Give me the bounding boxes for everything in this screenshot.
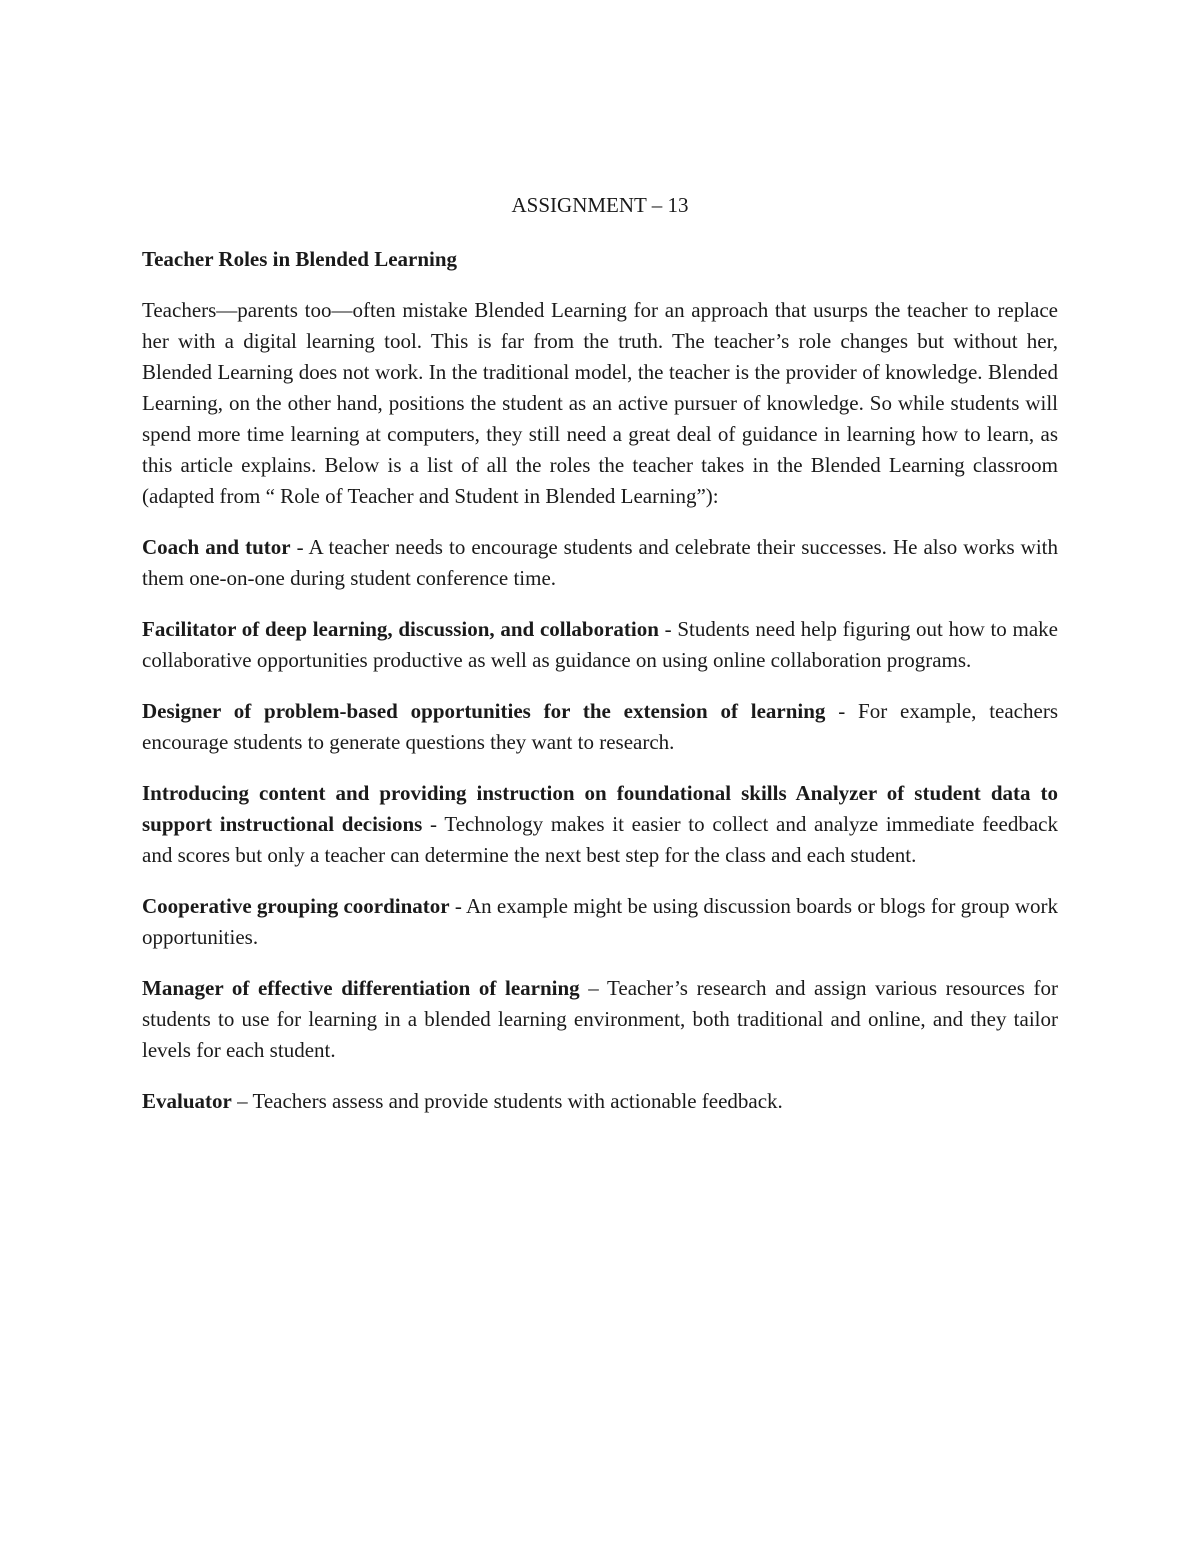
role-separator: – bbox=[579, 976, 608, 1000]
role-description: An example might be using discussion boards or blogs for group work opportunities. bbox=[142, 894, 1058, 949]
role-separator: - bbox=[449, 894, 466, 918]
role-description: A teacher needs to encourage students and celebrate their successes. He also works with them one-on-one during student conference time. bbox=[142, 535, 1059, 590]
role-paragraph bbox=[142, 891, 1058, 953]
role-paragraph bbox=[142, 973, 1058, 1066]
role-separator: - bbox=[290, 535, 309, 559]
role-paragraph bbox=[142, 778, 1058, 871]
role-paragraph bbox=[142, 1086, 1058, 1117]
role-paragraph bbox=[142, 532, 1058, 594]
role-term: Facilitator of deep learning, discussion, and collaboration bbox=[142, 617, 659, 641]
role-term: Designer of problem-based opportunities for the extension of learning bbox=[142, 699, 826, 723]
intro-paragraph: Teachers—parents too—often mistake Blended Learning for an approach that usurps the teacher to replace her with a digital learning tool. This is far from the truth. The teacher’s role changes but without her, Blended Learning does not work. In the traditional model, the teacher is the provider of knowledge. Blended Learning, on the other hand, positions the student as an active pursuer of knowledge. So while students will spend more time learning at computers, they still need a great deal of guidance in learning how to learn, as this article explains. Below is a list of all the roles the teacher takes in the Blended Learning classroom (adapted from “ Role of Teacher and Student in Blended Learning”): bbox=[142, 298, 1058, 508]
role-description: Teachers assess and provide students with actionable feedback. bbox=[252, 1089, 783, 1113]
section-heading: Teacher Roles in Blended Learning bbox=[142, 247, 458, 271]
role-term: Evaluator bbox=[142, 1089, 232, 1113]
role-separator: - bbox=[825, 699, 859, 723]
document-page bbox=[142, 190, 1058, 1137]
role-separator: – bbox=[231, 1089, 253, 1113]
role-term: Manager of effective differentiation of learning bbox=[142, 976, 580, 1000]
role-separator: - bbox=[658, 617, 678, 641]
role-paragraph bbox=[142, 614, 1058, 676]
role-separator: - bbox=[422, 812, 445, 836]
role-term: Introducing content and providing instruction on foundational skills Analyzer of student data to support instructional decisions bbox=[142, 781, 1058, 836]
role-term: Coach and tutor bbox=[142, 535, 291, 559]
role-description: Students need help figuring out how to make collaborative opportunities productive as well as guidance on using online collaboration programs. bbox=[142, 617, 1058, 672]
role-term: Cooperative grouping coordinator bbox=[142, 894, 450, 918]
role-paragraph bbox=[142, 696, 1058, 758]
role-description: For example, teachers encourage students to generate questions they want to research. bbox=[142, 699, 1058, 754]
role-description: Teacher’s research and assign various resources for students to use for learning in a blended learning environment, both traditional and online, and they tailor levels for each student. bbox=[142, 976, 1058, 1062]
document-title: ASSIGNMENT – 13 bbox=[511, 193, 689, 217]
role-description: Technology makes it easier to collect and analyze immediate feedback and scores but only a teacher can determine the next best step for the class and each student. bbox=[142, 812, 1058, 867]
